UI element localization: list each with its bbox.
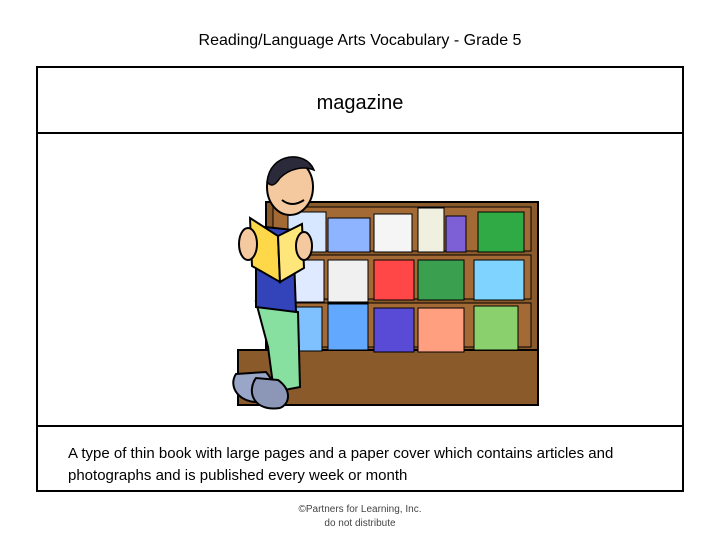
picture-row (38, 134, 682, 427)
vocabulary-card (36, 66, 684, 492)
copyright-footer (0, 503, 720, 531)
man-reading-magazine-illustration (178, 142, 548, 417)
distribution-note: do not distribute (324, 518, 396, 529)
copyright-line: ©Partners for Learning, Inc. (298, 504, 422, 515)
page-title: Reading/Language Arts Vocabulary - Grade 5 (198, 32, 522, 49)
definition-text: A type of thin book with large pages and a paper cover which contains articles and photographs and is published every week or month (68, 445, 614, 484)
definition-row (38, 427, 682, 490)
vocabulary-word: magazine (316, 92, 404, 114)
word-row (38, 68, 682, 134)
